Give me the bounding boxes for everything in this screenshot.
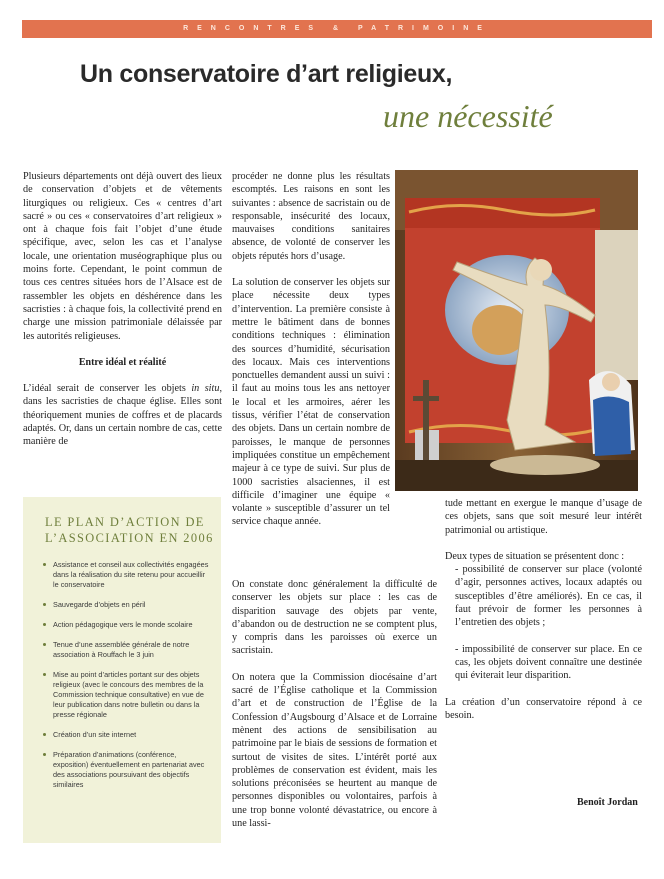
photo-statue [395, 170, 638, 491]
column2-paragraph-1: procéder ne donne plus les résultats escomptés. Les raisons en sont les suivantes : absence de sacristain ou de responsable, insécurité des locaux, mauvaises conditions sanitaires absence, de volonté de conserver les objets réputés hors d’usage. [232, 171, 390, 262]
column-2-continuation [232, 578, 437, 830]
column2-paragraph-3: On constate donc généralement la difficulté de conserver les objets sur place : les cas de disparition sauvage des objets par vente, d’abandon ou de destruction ne se comptent plus, y compris dans les paroisses où exerce un sacristain. [232, 579, 437, 657]
column3-item-1: - possibilité de conserver sur place (volonté d’agir, personnes actives, locaux adaptés ou susceptibles d’être améliorés). En ce cas, il faut prévoir de former les personnes à l’entretien des objets ; [455, 564, 642, 629]
ideal-text-italic: in situ [191, 383, 220, 395]
list-item: Assistance et conseil aux collectivités engagées dans la réalisation du site retenu pour accueillir le conservatoire [43, 560, 211, 590]
column-1 [23, 170, 222, 449]
column3-paragraph-2: Deux types de situation se présentent donc : [445, 550, 625, 562]
list-item: Action pédagogique vers le monde scolaire [43, 620, 211, 630]
ideal-text-end: , dans les sacristies de chaque église. Elles sont théoriquement munies de coffres et de placards adaptés. Or, dans un certain nombre de cas, cette manière de [23, 383, 222, 448]
ideal-paragraph [23, 382, 222, 448]
action-plan-title [45, 514, 221, 546]
intro-paragraph: Plusieurs départements ont déjà ouvert des lieux de conservation d’objets et de vêtements liturgiques ou religieux. Ces « centres d’art sacré » ou ces « conservatoires d’art religieux » ont à chaque fois fait l’objet d’une étude spécifique, avec, selon les cas et l’analyse locale, une orientation muséographique plus ou moins forte. Cependant, le point commun de tous ces centres situées hors de l’Alsace est de rassembler les objets en déshérence dans les sacristies : à chaque fois, la collectivité prend en charge une mission patrimoniale délaissée par les autorités religieuses. [23, 171, 222, 342]
column3-paragraph-1: tude mettant en exergue le manque d’usage de ces objets, sans que soit mesuré leur intérêt patrimonial ou artistique. [445, 498, 642, 536]
subheading: Entre idéal et réalité [78, 356, 167, 368]
column3-paragraph-3: La création d’un conservatoire répond à ce besoin. [445, 696, 642, 721]
action-plan-box [23, 497, 221, 843]
article-title-line2: une nécessité [383, 98, 553, 134]
action-plan-title-line1: LE PLAN D’ACTION DE [45, 515, 205, 529]
column-3 [445, 497, 642, 722]
ideal-text-start: L’idéal serait de conserver les objets [23, 383, 192, 395]
column2-paragraph-4: On notera que la Commission diocésaine d’art sacré de l’Église catholique et la Commission d’art et de construction de l’Église de la Confession d’Augsbourg d’Alsace et de Lorraine mènent des actions de sensibilisation au patrimoine par le biais de sessions de formation et surtout de visites de sites. L’intérêt porté aux problèmes de conservation est évident, mais les solutions préconisées se heurtent au manque de personnes disponibles ou volontaires, parfois à une trop bonne volonté dévastatrice, ou encore à une lassi- [232, 671, 437, 830]
list-item: Création d’un site internet [43, 730, 211, 740]
section-band [22, 20, 652, 38]
list-item: Tenue d’une assemblée générale de notre association à Rouffach le 3 juin [43, 640, 211, 660]
list-item: Mise au point d’articles portant sur des objets religieux (avec le concours des membres de la Commission technique consultative) en vue de leur publication dans notre bulletin ou dans la presse régionale [43, 670, 211, 720]
list-item: Préparation d’animations (conférence, exposition) éventuellement en partenariat avec des associations poursuivant des objectifs similaires [43, 750, 211, 790]
action-plan-title-line2: L’ASSOCIATION EN 2006 [45, 531, 214, 545]
column2-paragraph-2: La solution de conserver les objets sur place nécessite deux types d’intervention. La première consiste à mettre le bâtiment dans de bonnes conditions techniques : élimination des sources d’humidité, sécurisation des locaux. Mais ces interventions ponctuelles demandent aussi un suivi : il faut au moins tous les ans nettoyer le local et les armoires, aérer les tissus, vérifier l’état de conservation des objets. Dans un certain nombre de paroisses, le manque de personnes impliquées constitue un empêchement majeur à ce type de suivi. Sur plus de 1000 sacristies alsaciennes, il est difficile d’imaginer une équipe « volante » susceptible d’assurer un tel service chaque année. [232, 277, 390, 528]
article-title-line1: Un conservatoire d’art religieux, [80, 60, 453, 88]
column-2-upper [232, 170, 390, 529]
author-signature: Benoît Jordan [577, 797, 638, 808]
section-band-label: RENCONTRES & PATRIMOINE [183, 25, 491, 32]
photo-illustration [395, 170, 638, 491]
column3-item-2: - impossibilité de conserver sur place. En ce cas, les objets doivent connaître une destinée qui éviterait leur disparition. [455, 643, 642, 682]
list-item: Sauvegarde d’objets en péril [43, 600, 211, 610]
action-plan-list [43, 560, 211, 790]
